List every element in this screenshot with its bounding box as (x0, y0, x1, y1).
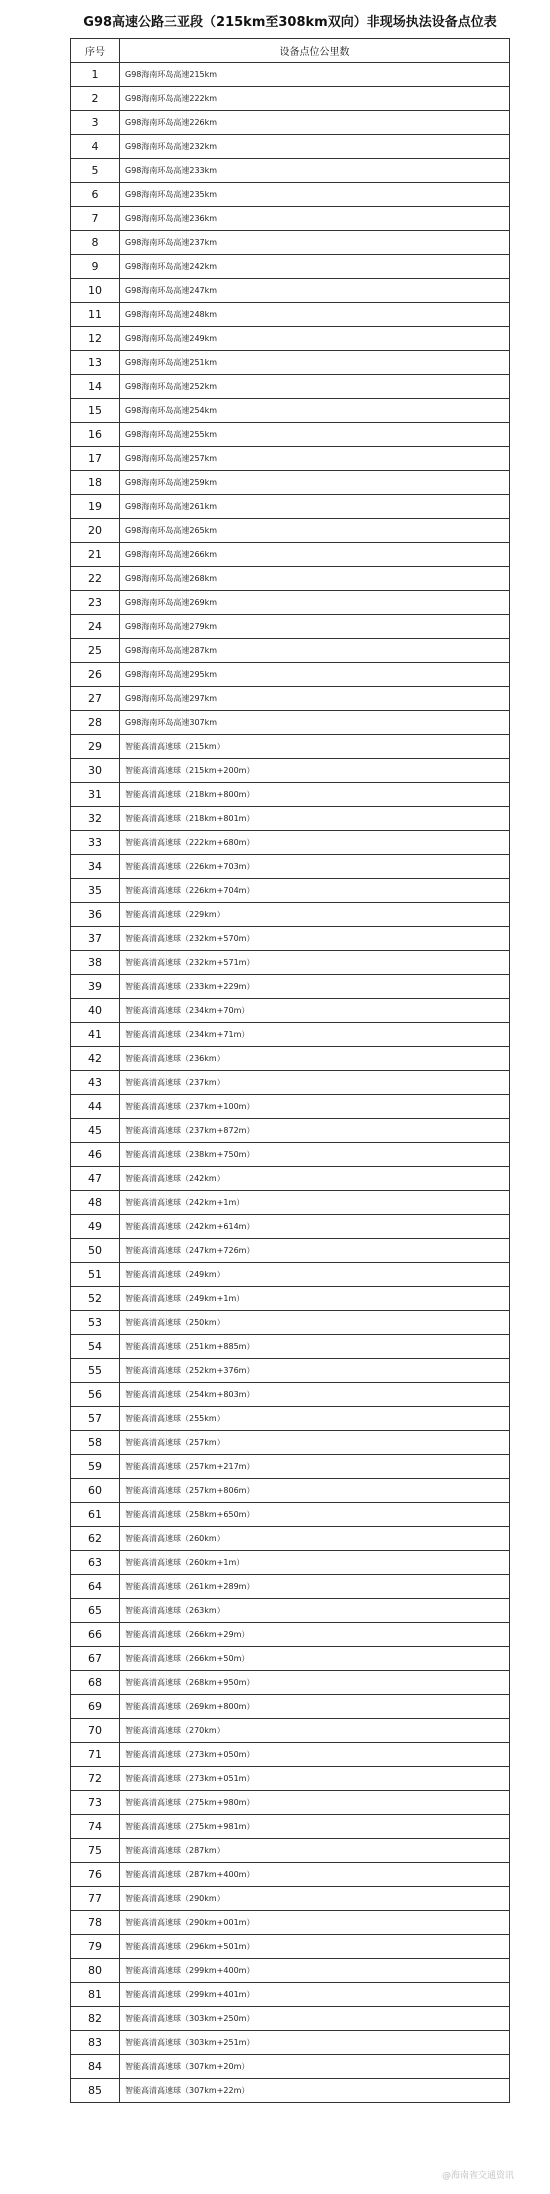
row-number: 16 (71, 423, 120, 447)
row-location: 智能高清高速球（260km） (120, 1527, 510, 1551)
row-number: 79 (71, 1935, 120, 1959)
row-number: 61 (71, 1503, 120, 1527)
row-number: 52 (71, 1287, 120, 1311)
table-row (71, 1431, 510, 1455)
row-number: 24 (71, 615, 120, 639)
row-location: 智能高清高速球（232km+571m） (120, 951, 510, 975)
table-row (71, 999, 510, 1023)
row-location: 智能高清高速球（266km+29m） (120, 1623, 510, 1647)
table-row (71, 663, 510, 687)
row-location: 智能高清高速球（226km+704m） (120, 879, 510, 903)
row-number: 31 (71, 783, 120, 807)
row-location: G98海南环岛高速279km (120, 615, 510, 639)
table-row (71, 1695, 510, 1719)
row-location: G98海南环岛高速215km (120, 63, 510, 87)
table-row (71, 423, 510, 447)
row-number: 75 (71, 1839, 120, 1863)
row-location: 智能高清高速球（249km） (120, 1263, 510, 1287)
row-number: 47 (71, 1167, 120, 1191)
table-row (71, 1287, 510, 1311)
row-location: 智能高清高速球（237km+100m） (120, 1095, 510, 1119)
row-location: 智能高清高速球（296km+501m） (120, 1935, 510, 1959)
row-number: 5 (71, 159, 120, 183)
table-row (71, 87, 510, 111)
table-row (71, 1095, 510, 1119)
row-number: 15 (71, 399, 120, 423)
row-location: 智能高清高速球（257km） (120, 1431, 510, 1455)
row-location: G98海南环岛高速295km (120, 663, 510, 687)
table-row (71, 855, 510, 879)
row-number: 37 (71, 927, 120, 951)
table-row (71, 231, 510, 255)
row-location: 智能高清高速球（251km+885m） (120, 1335, 510, 1359)
table-row (71, 1023, 510, 1047)
table-row (71, 639, 510, 663)
table-row (71, 1311, 510, 1335)
row-number: 20 (71, 519, 120, 543)
header-row (71, 39, 510, 63)
table-row (71, 1959, 510, 1983)
row-location: 智能高清高速球（237km） (120, 1071, 510, 1095)
table-row (71, 615, 510, 639)
row-number: 57 (71, 1407, 120, 1431)
table-row (71, 1239, 510, 1263)
row-location: G98海南环岛高速226km (120, 111, 510, 135)
row-number: 32 (71, 807, 120, 831)
row-number: 48 (71, 1191, 120, 1215)
table-row (71, 903, 510, 927)
row-location: G98海南环岛高速307km (120, 711, 510, 735)
row-number: 49 (71, 1215, 120, 1239)
row-number: 81 (71, 1983, 120, 2007)
table-row (71, 375, 510, 399)
row-location: G98海南环岛高速247km (120, 279, 510, 303)
row-location: G98海南环岛高速287km (120, 639, 510, 663)
document (70, 8, 510, 2103)
row-number: 72 (71, 1767, 120, 1791)
row-location: G98海南环岛高速259km (120, 471, 510, 495)
row-location: 智能高清高速球（273km+051m） (120, 1767, 510, 1791)
table-row (71, 495, 510, 519)
row-number: 67 (71, 1647, 120, 1671)
table-row (71, 1335, 510, 1359)
row-number: 58 (71, 1431, 120, 1455)
row-number: 55 (71, 1359, 120, 1383)
row-number: 41 (71, 1023, 120, 1047)
row-number: 77 (71, 1887, 120, 1911)
row-number: 40 (71, 999, 120, 1023)
row-location: G98海南环岛高速265km (120, 519, 510, 543)
table-row (71, 591, 510, 615)
row-location: 智能高清高速球（287km+400m） (120, 1863, 510, 1887)
header-no: 序号 (71, 39, 120, 63)
row-location: 智能高清高速球（218km+800m） (120, 783, 510, 807)
row-location: 智能高清高速球（229km） (120, 903, 510, 927)
row-number: 43 (71, 1071, 120, 1095)
row-location: 智能高清高速球（249km+1m） (120, 1287, 510, 1311)
row-number: 60 (71, 1479, 120, 1503)
row-location: G98海南环岛高速242km (120, 255, 510, 279)
table-row (71, 1527, 510, 1551)
row-number: 8 (71, 231, 120, 255)
row-location: 智能高清高速球（242km+614m） (120, 1215, 510, 1239)
row-number: 12 (71, 327, 120, 351)
table-row (71, 711, 510, 735)
row-number: 70 (71, 1719, 120, 1743)
row-location: 智能高清高速球（263km） (120, 1599, 510, 1623)
table-row (71, 759, 510, 783)
row-location: G98海南环岛高速255km (120, 423, 510, 447)
row-number: 14 (71, 375, 120, 399)
row-number: 21 (71, 543, 120, 567)
table-row (71, 159, 510, 183)
row-location: 智能高清高速球（258km+650m） (120, 1503, 510, 1527)
row-number: 46 (71, 1143, 120, 1167)
row-number: 53 (71, 1311, 120, 1335)
row-number: 56 (71, 1383, 120, 1407)
row-location: 智能高清高速球（232km+570m） (120, 927, 510, 951)
table-row (71, 1263, 510, 1287)
row-location: 智能高清高速球（254km+803m） (120, 1383, 510, 1407)
row-number: 29 (71, 735, 120, 759)
row-location: G98海南环岛高速252km (120, 375, 510, 399)
row-number: 83 (71, 2031, 120, 2055)
row-number: 28 (71, 711, 120, 735)
table-body (71, 63, 510, 2103)
row-location: G98海南环岛高速233km (120, 159, 510, 183)
row-location: 智能高清高速球（269km+800m） (120, 1695, 510, 1719)
row-number: 30 (71, 759, 120, 783)
row-number: 34 (71, 855, 120, 879)
row-location: G98海南环岛高速268km (120, 567, 510, 591)
row-number: 18 (71, 471, 120, 495)
row-number: 35 (71, 879, 120, 903)
row-number: 45 (71, 1119, 120, 1143)
table-row (71, 111, 510, 135)
row-number: 3 (71, 111, 120, 135)
row-location: 智能高清高速球（226km+703m） (120, 855, 510, 879)
row-location: G98海南环岛高速297km (120, 687, 510, 711)
table-row (71, 735, 510, 759)
row-location: G98海南环岛高速235km (120, 183, 510, 207)
row-location: G98海南环岛高速254km (120, 399, 510, 423)
table-row (71, 1671, 510, 1695)
row-location: 智能高清高速球（260km+1m） (120, 1551, 510, 1575)
row-number: 44 (71, 1095, 120, 1119)
equipment-location-table (70, 38, 510, 2103)
row-location: 智能高清高速球（257km+806m） (120, 1479, 510, 1503)
table-row (71, 1815, 510, 1839)
row-number: 27 (71, 687, 120, 711)
table-row (71, 927, 510, 951)
row-location: 智能高清高速球（215km+200m） (120, 759, 510, 783)
row-location: 智能高清高速球（290km+001m） (120, 1911, 510, 1935)
row-number: 54 (71, 1335, 120, 1359)
table-row (71, 1407, 510, 1431)
row-location: 智能高清高速球（270km） (120, 1719, 510, 1743)
row-location: 智能高清高速球（303km+250m） (120, 2007, 510, 2031)
row-number: 39 (71, 975, 120, 999)
table-row (71, 1047, 510, 1071)
row-number: 33 (71, 831, 120, 855)
table-row (71, 183, 510, 207)
row-location: 智能高清高速球（250km） (120, 1311, 510, 1335)
row-number: 10 (71, 279, 120, 303)
row-location: 智能高清高速球（275km+980m） (120, 1791, 510, 1815)
row-location: 智能高清高速球（233km+229m） (120, 975, 510, 999)
row-number: 73 (71, 1791, 120, 1815)
row-number: 19 (71, 495, 120, 519)
table-row (71, 1551, 510, 1575)
row-number: 66 (71, 1623, 120, 1647)
row-location: G98海南环岛高速236km (120, 207, 510, 231)
row-location: 智能高清高速球（275km+981m） (120, 1815, 510, 1839)
row-number: 74 (71, 1815, 120, 1839)
table-row (71, 1575, 510, 1599)
table-row (71, 1359, 510, 1383)
row-number: 71 (71, 1743, 120, 1767)
row-number: 78 (71, 1911, 120, 1935)
table-row (71, 1503, 510, 1527)
table-row (71, 2007, 510, 2031)
row-number: 62 (71, 1527, 120, 1551)
row-location: 智能高清高速球（234km+70m） (120, 999, 510, 1023)
table-row (71, 207, 510, 231)
table-row (71, 1911, 510, 1935)
table-row (71, 1791, 510, 1815)
row-location: 智能高清高速球（234km+71m） (120, 1023, 510, 1047)
table-row (71, 1767, 510, 1791)
row-number: 51 (71, 1263, 120, 1287)
table-row (71, 63, 510, 87)
row-location: 智能高清高速球（237km+872m） (120, 1119, 510, 1143)
row-number: 80 (71, 1959, 120, 1983)
table-row (71, 2055, 510, 2079)
table-row (71, 279, 510, 303)
table-row (71, 1191, 510, 1215)
table-row (71, 879, 510, 903)
table-row (71, 831, 510, 855)
row-number: 36 (71, 903, 120, 927)
row-location: 智能高清高速球（299km+401m） (120, 1983, 510, 2007)
row-location: 智能高清高速球（261km+289m） (120, 1575, 510, 1599)
row-location: G98海南环岛高速249km (120, 327, 510, 351)
row-number: 26 (71, 663, 120, 687)
table-row (71, 351, 510, 375)
table-row (71, 1983, 510, 2007)
row-number: 1 (71, 63, 120, 87)
row-number: 17 (71, 447, 120, 471)
row-location: 智能高清高速球（268km+950m） (120, 1671, 510, 1695)
table-row (71, 1119, 510, 1143)
row-number: 7 (71, 207, 120, 231)
row-location: 智能高清高速球（287km） (120, 1839, 510, 1863)
table-row (71, 327, 510, 351)
row-location: 智能高清高速球（222km+680m） (120, 831, 510, 855)
row-number: 59 (71, 1455, 120, 1479)
table-row (71, 1839, 510, 1863)
row-number: 23 (71, 591, 120, 615)
row-location: 智能高清高速球（236km） (120, 1047, 510, 1071)
table-row (71, 255, 510, 279)
table-row (71, 1383, 510, 1407)
row-location: 智能高清高速球（303km+251m） (120, 2031, 510, 2055)
row-location: 智能高清高速球（266km+50m） (120, 1647, 510, 1671)
row-location: 智能高清高速球（247km+726m） (120, 1239, 510, 1263)
table-row (71, 471, 510, 495)
table-row (71, 519, 510, 543)
row-number: 11 (71, 303, 120, 327)
table-row (71, 1479, 510, 1503)
table-row (71, 447, 510, 471)
header-location: 设备点位公里数 (120, 39, 510, 63)
row-location: G98海南环岛高速237km (120, 231, 510, 255)
row-number: 63 (71, 1551, 120, 1575)
row-location: 智能高清高速球（218km+801m） (120, 807, 510, 831)
table-row (71, 1071, 510, 1095)
table-row (71, 399, 510, 423)
row-location: G98海南环岛高速251km (120, 351, 510, 375)
row-number: 6 (71, 183, 120, 207)
table-row (71, 1215, 510, 1239)
row-location: 智能高清高速球（242km+1m） (120, 1191, 510, 1215)
row-number: 42 (71, 1047, 120, 1071)
table-title: G98高速公路三亚段（215km至308km双向）非现场执法设备点位表 (83, 15, 497, 30)
table-row (71, 135, 510, 159)
row-location: 智能高清高速球（252km+376m） (120, 1359, 510, 1383)
table-row (71, 543, 510, 567)
table-row (71, 1599, 510, 1623)
table-row (71, 1455, 510, 1479)
row-number: 68 (71, 1671, 120, 1695)
table-row (71, 2079, 510, 2103)
row-number: 22 (71, 567, 120, 591)
table-row (71, 1743, 510, 1767)
table-row (71, 687, 510, 711)
table-row (71, 567, 510, 591)
table-row (71, 2031, 510, 2055)
row-location: G98海南环岛高速266km (120, 543, 510, 567)
table-row (71, 1935, 510, 1959)
row-number: 4 (71, 135, 120, 159)
row-location: G98海南环岛高速222km (120, 87, 510, 111)
table-row (71, 783, 510, 807)
table-row (71, 1623, 510, 1647)
row-number: 13 (71, 351, 120, 375)
row-number: 2 (71, 87, 120, 111)
table-row (71, 1143, 510, 1167)
row-location: 智能高清高速球（290km） (120, 1887, 510, 1911)
row-location: G98海南环岛高速232km (120, 135, 510, 159)
row-location: G98海南环岛高速257km (120, 447, 510, 471)
row-number: 9 (71, 255, 120, 279)
table-row (71, 303, 510, 327)
table-row (71, 1863, 510, 1887)
row-location: 智能高清高速球（299km+400m） (120, 1959, 510, 1983)
row-location: 智能高清高速球（257km+217m） (120, 1455, 510, 1479)
row-location: G98海南环岛高速261km (120, 495, 510, 519)
watermark: @海南省交通资讯 (441, 2171, 514, 2181)
row-location: G98海南环岛高速269km (120, 591, 510, 615)
table-row (71, 975, 510, 999)
row-location: 智能高清高速球（242km） (120, 1167, 510, 1191)
row-number: 82 (71, 2007, 120, 2031)
table-row (71, 1887, 510, 1911)
row-location: 智能高清高速球（307km+22m） (120, 2079, 510, 2103)
row-number: 50 (71, 1239, 120, 1263)
row-location: 智能高清高速球（238km+750m） (120, 1143, 510, 1167)
table-row (71, 1167, 510, 1191)
row-number: 85 (71, 2079, 120, 2103)
row-number: 64 (71, 1575, 120, 1599)
table-row (71, 1719, 510, 1743)
row-number: 38 (71, 951, 120, 975)
row-location: 智能高清高速球（273km+050m） (120, 1743, 510, 1767)
row-number: 84 (71, 2055, 120, 2079)
row-number: 25 (71, 639, 120, 663)
row-number: 76 (71, 1863, 120, 1887)
row-number: 65 (71, 1599, 120, 1623)
row-location: 智能高清高速球（215km） (120, 735, 510, 759)
row-location: 智能高清高速球（307km+20m） (120, 2055, 510, 2079)
table-row (71, 1647, 510, 1671)
table-row (71, 807, 510, 831)
table-row (71, 951, 510, 975)
row-location: G98海南环岛高速248km (120, 303, 510, 327)
row-location: 智能高清高速球（255km） (120, 1407, 510, 1431)
row-number: 69 (71, 1695, 120, 1719)
